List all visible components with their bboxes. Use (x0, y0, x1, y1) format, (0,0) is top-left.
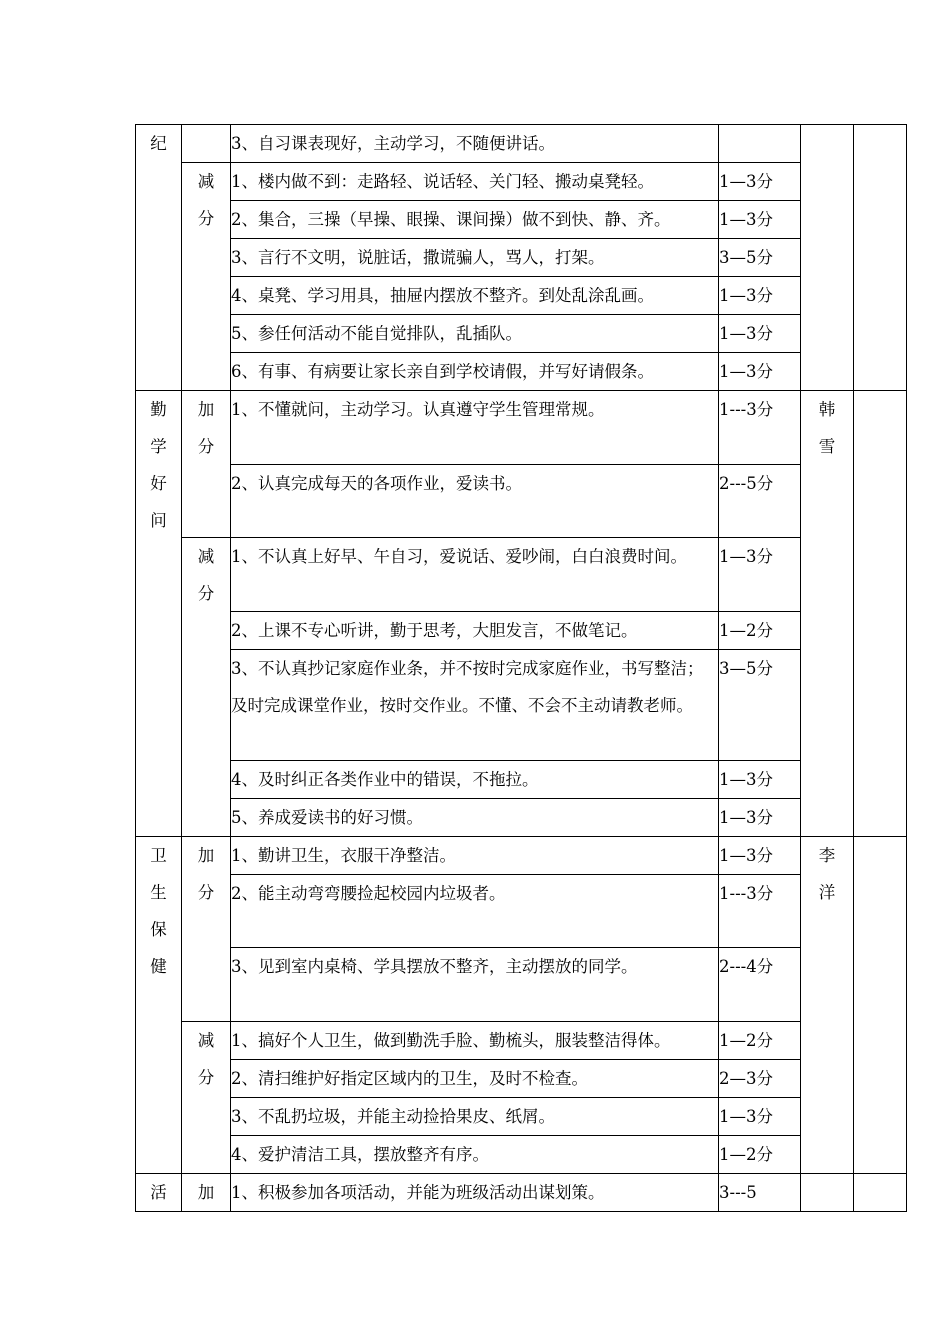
ji-item-top: 3、自习课表现好，主动学习，不随便讲话。 (231, 125, 719, 163)
blank-cell-ji (854, 125, 907, 391)
qinxue-add-item-1: 1、不懂就问，主动学习。认真遵守学生管理常规。 (231, 391, 719, 465)
person-weisheng: 李洋 (801, 837, 854, 1174)
qinxue-deduct-item-5: 5、养成爱读书的好习惯。 (231, 799, 719, 837)
category-qinxue: 勤学好问 (136, 391, 182, 837)
blank-cell-qinxue (854, 391, 907, 837)
qinxue-deduct-score-5: 1—3分 (719, 799, 801, 837)
ji-deduct-item-1: 1、楼内做不到：走路轻、说话轻、关门轻、搬动桌凳轻。 (231, 163, 719, 201)
huodong-item-1: 1、积极参加各项活动，并能为班级活动出谋划策。 (231, 1174, 719, 1212)
blank-score-cell (719, 125, 801, 163)
blank-sub-cell (182, 125, 231, 163)
weisheng-deduct-item-2: 2、清扫维护好指定区域内的卫生，及时不检查。 (231, 1060, 719, 1098)
person-cell-ji (801, 125, 854, 391)
weisheng-deduct-label: 减分 (182, 1022, 231, 1174)
qinxue-deduct-item-4: 4、及时纠正各类作业中的错误，不拖拉。 (231, 761, 719, 799)
weisheng-deduct-item-4: 4、爱护清洁工具，摆放整齐有序。 (231, 1136, 719, 1174)
qinxue-add-label: 加分 (182, 391, 231, 538)
ji-deduct-item-5: 5、参任何活动不能自觉排队，乱插队。 (231, 315, 719, 353)
qinxue-deduct-item-1: 1、不认真上好早、午自习，爱说话、爱吵闹，白白浪费时间。 (231, 538, 719, 612)
weisheng-deduct-item-1: 1、搞好个人卫生，做到勤洗手脸、勤梳头，服装整洁得体。 (231, 1022, 719, 1060)
qinxue-add-score-1: 1---3分 (719, 391, 801, 465)
category-huodong: 活 (136, 1174, 182, 1212)
huodong-add-label: 加 (182, 1174, 231, 1212)
weisheng-add-score-3: 2---4分 (719, 948, 801, 1022)
qinxue-deduct-item-3: 3、不认真抄记家庭作业条，并不按时完成家庭作业，书写整洁；及时完成课堂作业，按时交作业。不懂、不会不主动请教老师。 (231, 650, 719, 761)
qinxue-add-item-2: 2、认真完成每天的各项作业，爱读书。 (231, 465, 719, 538)
ji-deduct-score-2: 1—3分 (719, 201, 801, 239)
blank-cell-huodong (854, 1174, 907, 1212)
weisheng-deduct-score-3: 1—3分 (719, 1098, 801, 1136)
blank-cell-weisheng (854, 837, 907, 1174)
qinxue-deduct-label: 减分 (182, 538, 231, 837)
weisheng-deduct-score-1: 1—2分 (719, 1022, 801, 1060)
rules-table (135, 124, 907, 1212)
qinxue-add-score-2: 2---5分 (719, 465, 801, 538)
ji-deduct-score-4: 1—3分 (719, 277, 801, 315)
category-ji: 纪 (136, 125, 182, 391)
person-qinxue: 韩雪 (801, 391, 854, 837)
weisheng-deduct-score-4: 1—2分 (719, 1136, 801, 1174)
weisheng-add-label: 加分 (182, 837, 231, 1022)
ji-deduct-score-6: 1—3分 (719, 353, 801, 391)
ji-deduct-item-6: 6、有事、有病要让家长亲自到学校请假，并写好请假条。 (231, 353, 719, 391)
weisheng-deduct-item-3: 3、不乱扔垃圾，并能主动捡拾果皮、纸屑。 (231, 1098, 719, 1136)
ji-deduct-item-4: 4、桌凳、学习用具，抽屉内摆放不整齐。到处乱涂乱画。 (231, 277, 719, 315)
weisheng-add-score-2: 1---3分 (719, 875, 801, 948)
qinxue-deduct-score-4: 1—3分 (719, 761, 801, 799)
weisheng-add-item-2: 2、能主动弯弯腰捡起校园内垃圾者。 (231, 875, 719, 948)
ji-deduct-score-5: 1—3分 (719, 315, 801, 353)
ji-deduct-score-3: 3—5分 (719, 239, 801, 277)
qinxue-deduct-score-3: 3—5分 (719, 650, 801, 761)
ji-deduct-item-2: 2、集合，三操（早操、眼操、课间操）做不到快、静、齐。 (231, 201, 719, 239)
ji-deduct-score-1: 1—3分 (719, 163, 801, 201)
weisheng-add-item-1: 1、勤讲卫生，衣服干净整洁。 (231, 837, 719, 875)
ji-deduct-item-3: 3、言行不文明，说脏话，撒谎骗人，骂人，打架。 (231, 239, 719, 277)
qinxue-deduct-item-2: 2、上课不专心听讲，勤于思考，大胆发言，不做笔记。 (231, 612, 719, 650)
category-weisheng: 卫生保健 (136, 837, 182, 1174)
ji-deduct-label: 减分 (182, 163, 231, 391)
weisheng-deduct-score-2: 2—3分 (719, 1060, 801, 1098)
blank-person-huodong (801, 1174, 854, 1212)
weisheng-add-item-3: 3、见到室内桌椅、学具摆放不整齐，主动摆放的同学。 (231, 948, 719, 1022)
huodong-score-1: 3---5 (719, 1174, 801, 1212)
qinxue-deduct-score-2: 1—2分 (719, 612, 801, 650)
qinxue-deduct-score-1: 1—3分 (719, 538, 801, 612)
weisheng-add-score-1: 1—3分 (719, 837, 801, 875)
